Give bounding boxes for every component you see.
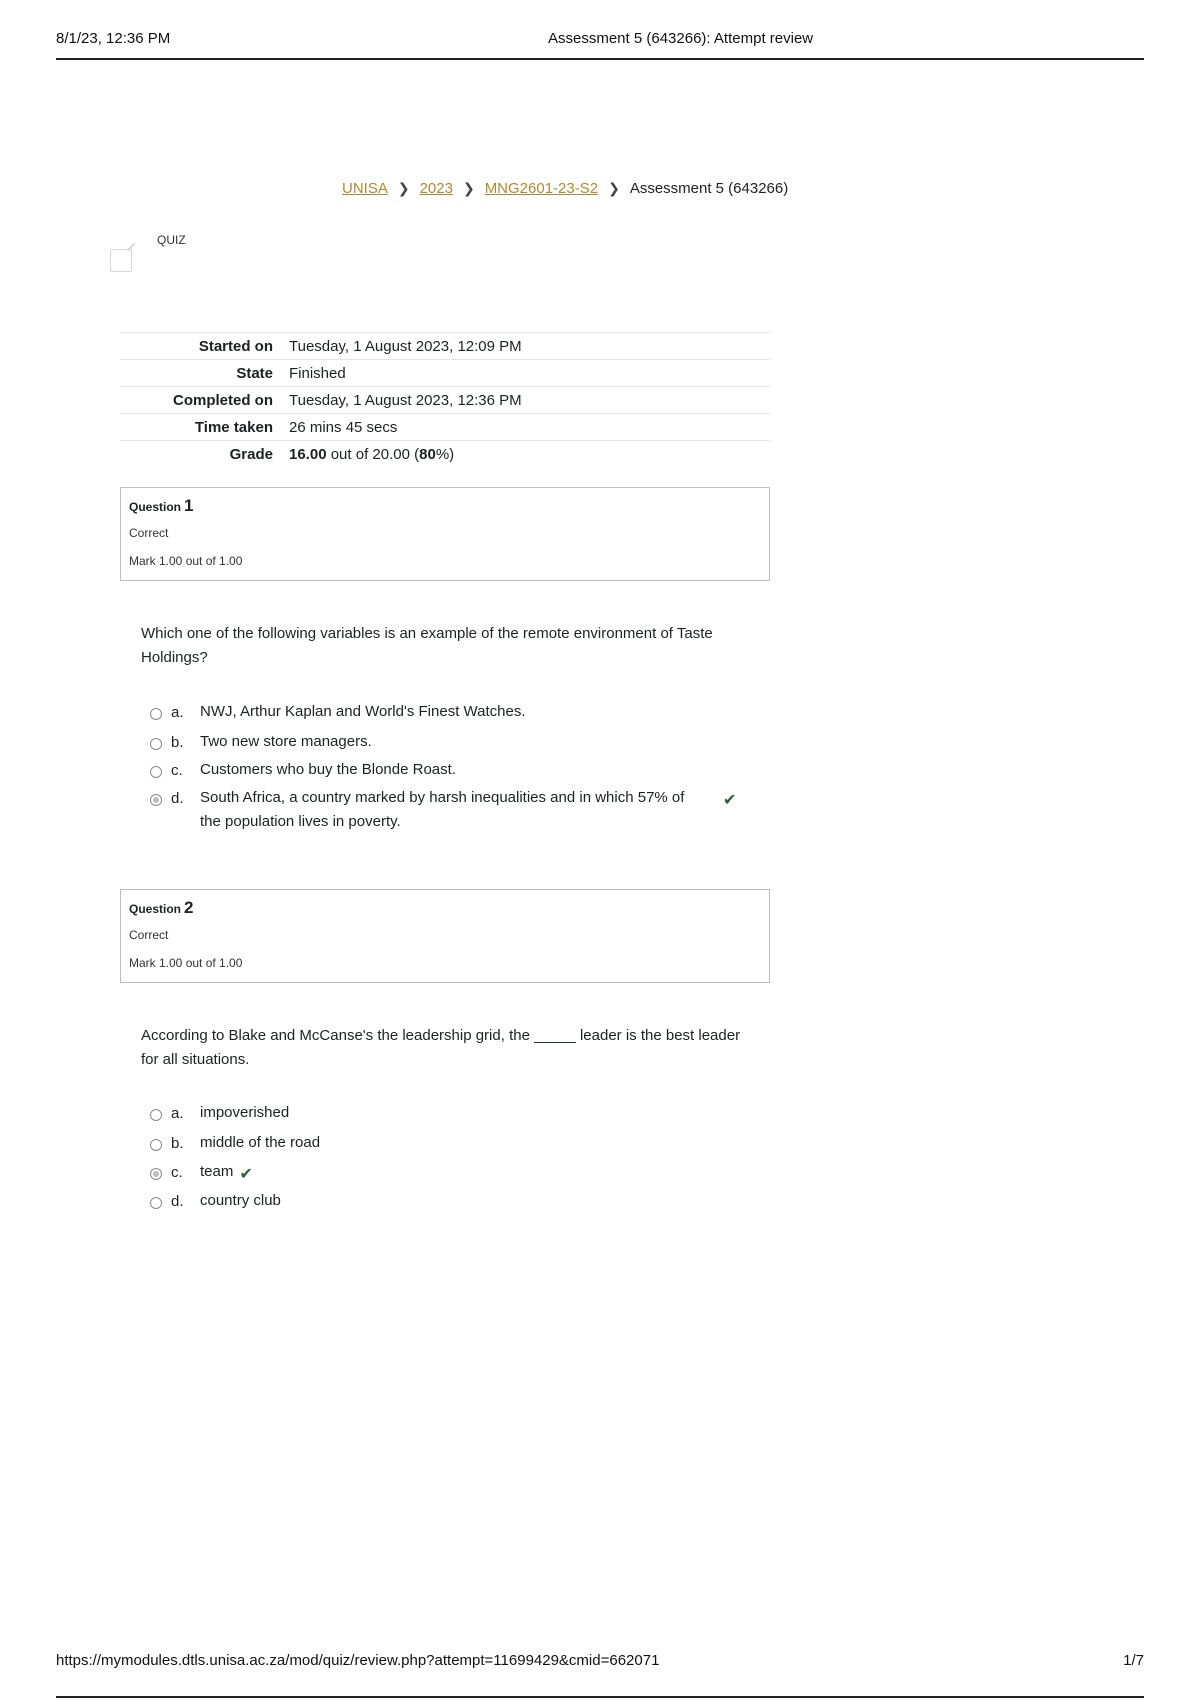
radio-button[interactable] xyxy=(150,1139,162,1151)
answer-text: South Africa, a country marked by harsh inequalities and in which 57% of the population lives in poverty. xyxy=(200,789,685,830)
checkmark-icon: ✔ xyxy=(239,1166,253,1183)
answer-letter: b. xyxy=(171,734,184,751)
answer-text: Customers who buy the Blonde Roast. xyxy=(200,761,456,778)
answer-option-selected[interactable] xyxy=(150,790,770,834)
answer-text: Two new store managers. xyxy=(200,733,372,750)
grade-value xyxy=(289,441,770,468)
radio-button[interactable] xyxy=(150,738,162,750)
summary-value: 26 mins 45 secs xyxy=(289,419,398,436)
answer-list-2 xyxy=(150,1105,770,1222)
question-number xyxy=(129,496,193,516)
activity-type-label: QUIZ xyxy=(157,233,186,247)
grade-percent: 80 xyxy=(419,446,436,463)
answer-text: country club xyxy=(200,1192,281,1209)
question-mark: Mark 1.00 out of 1.00 xyxy=(129,956,243,970)
answer-letter: c. xyxy=(171,1164,183,1181)
answer-letter: d. xyxy=(171,790,184,807)
answer-letter: c. xyxy=(171,762,183,779)
grade-end: %) xyxy=(435,446,455,463)
print-title: Assessment 5 (643266): Attempt review xyxy=(548,30,814,47)
answer-option[interactable] xyxy=(150,1193,770,1222)
summary-label: Grade xyxy=(229,446,273,463)
breadcrumb-link-year[interactable]: 2023 xyxy=(419,180,453,197)
question-number-value: 2 xyxy=(184,898,194,917)
question-number-value: 1 xyxy=(184,496,194,515)
question-prefix: Question xyxy=(129,500,182,514)
question-text-1: Which one of the following variables is an example of the remote environment of Taste Holdings? xyxy=(141,625,713,666)
chevron-right-icon: ❯ xyxy=(397,180,410,196)
radio-button[interactable] xyxy=(150,1197,162,1209)
radio-button[interactable] xyxy=(150,708,162,720)
radio-button-selected[interactable] xyxy=(150,794,162,806)
print-url: https://mymodules.dtls.unisa.ac.za/mod/quiz/review.php?attempt=11699429&cmid=662071 xyxy=(56,1652,660,1669)
answer-letter: a. xyxy=(171,1105,184,1122)
checkmark-icon: ✔ xyxy=(723,792,737,809)
question-prefix: Question xyxy=(129,902,182,916)
answer-text: team xyxy=(200,1163,234,1180)
answer-list-1 xyxy=(150,704,770,834)
radio-button[interactable] xyxy=(150,1109,162,1121)
summary-label: Started on xyxy=(198,338,273,355)
print-date: 8/1/23, 12:36 PM xyxy=(56,30,171,47)
question-mark: Mark 1.00 out of 1.00 xyxy=(129,554,243,568)
print-header xyxy=(56,26,1144,60)
summary-value: Tuesday, 1 August 2023, 12:36 PM xyxy=(289,392,522,409)
question-info-2 xyxy=(120,889,770,983)
breadcrumb-link-course[interactable]: MNG2601-23-S2 xyxy=(484,180,599,197)
summary-row-completed xyxy=(120,387,770,414)
attempt-summary-table xyxy=(120,332,770,467)
summary-value: Tuesday, 1 August 2023, 12:09 PM xyxy=(289,338,522,355)
breadcrumb xyxy=(342,180,788,197)
answer-option[interactable] xyxy=(150,1135,770,1164)
chevron-right-icon: ❯ xyxy=(462,180,475,196)
summary-row-time-taken xyxy=(120,414,770,441)
answer-letter: a. xyxy=(171,704,184,721)
chevron-right-icon: ❯ xyxy=(608,180,620,196)
radio-button[interactable] xyxy=(150,766,162,778)
answer-letter: b. xyxy=(171,1135,184,1152)
radio-button-selected[interactable] xyxy=(150,1168,162,1180)
breadcrumb-current: Assessment 5 (643266) xyxy=(629,180,789,197)
grade-score: 16.00 xyxy=(289,446,327,463)
grade-out-of: out of 20.00 ( xyxy=(326,446,420,463)
summary-row-started xyxy=(120,333,770,360)
question-text-2: According to Blake and McCanse's the leadership grid, the _____ leader is the best leader for all situations. xyxy=(141,1027,741,1068)
summary-label: Completed on xyxy=(173,392,273,409)
breadcrumb-link-unisa[interactable]: UNISA xyxy=(342,180,388,197)
answer-letter: d. xyxy=(171,1193,184,1210)
question-info-1 xyxy=(120,487,770,581)
question-number xyxy=(129,898,193,918)
summary-label: State xyxy=(236,365,273,382)
print-footer xyxy=(56,1650,1144,1698)
answer-text: impoverished xyxy=(200,1104,290,1121)
quiz-icon xyxy=(110,249,132,272)
summary-row-grade xyxy=(120,441,770,468)
page-number: 1/7 xyxy=(1123,1652,1144,1669)
question-state: Correct xyxy=(129,928,169,942)
question-state: Correct xyxy=(129,526,169,540)
summary-row-state xyxy=(120,360,770,387)
summary-label: Time taken xyxy=(194,419,273,436)
summary-value: Finished xyxy=(289,365,346,382)
answer-text: NWJ, Arthur Kaplan and World's Finest Watches. xyxy=(200,703,526,720)
answer-text: middle of the road xyxy=(200,1134,321,1151)
